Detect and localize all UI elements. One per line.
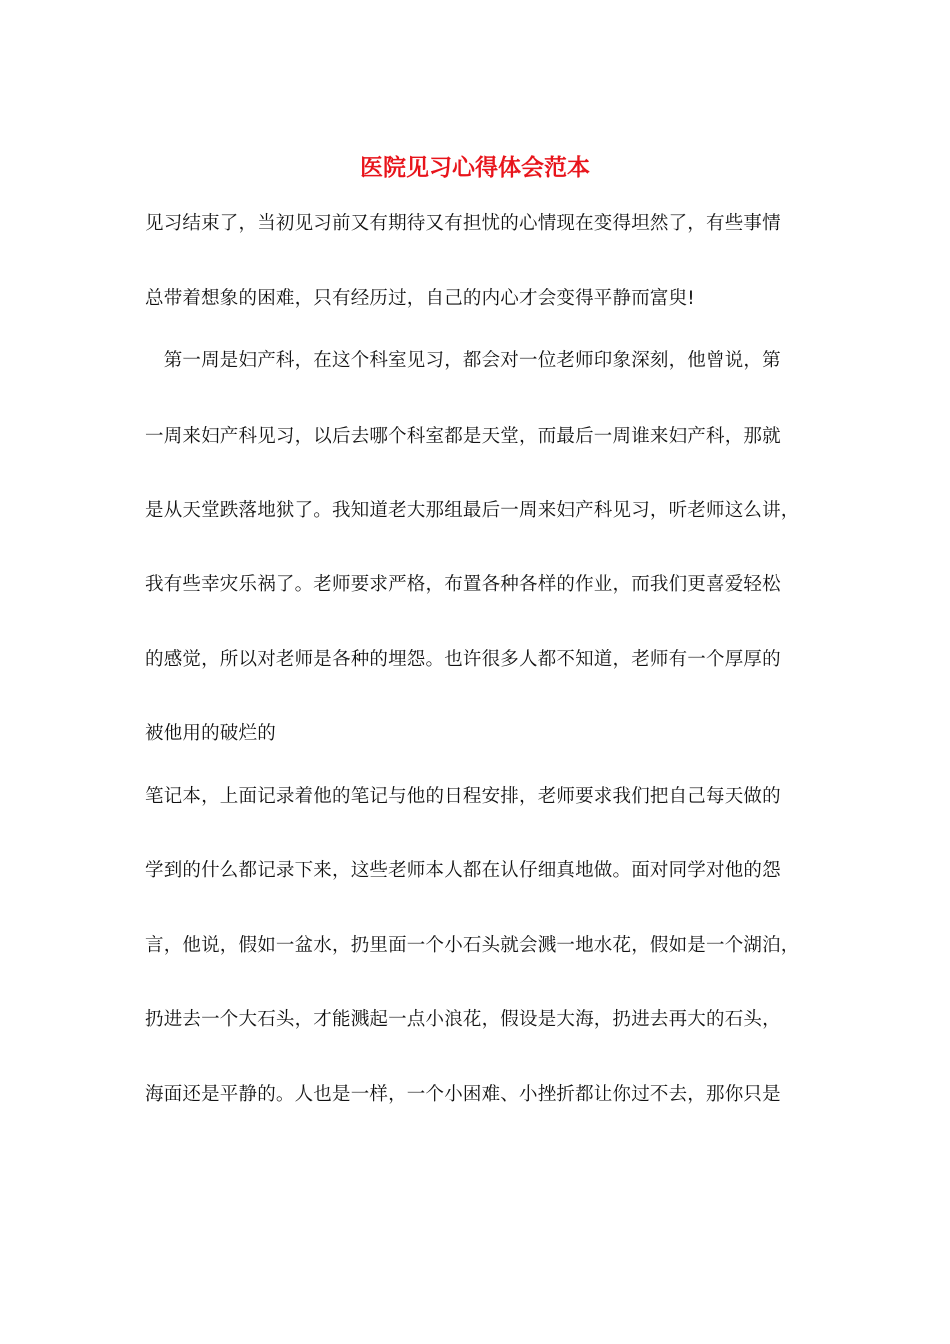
- body-line: 言，他说，假如一盆水，扔里面一个小石头就会溅一地水花，假如是一个湖泊，: [145, 935, 800, 956]
- body-line: 总带着想象的困难，只有经历过，自己的内心才会变得平静而富臾!: [145, 288, 695, 309]
- document-title: 医院见习心得体会范本: [360, 154, 590, 181]
- body-line: 笔记本，上面记录着他的笔记与他的日程安排，老师要求我们把自己每天做的: [145, 786, 781, 807]
- body-line: 的感觉，所以对老师是各种的埋怨。也许很多人都不知道，老师有一个厚厚的: [145, 649, 781, 670]
- body-line: 一周来妇产科见习，以后去哪个科室都是天堂，而最后一周谁来妇产科，那就: [145, 426, 781, 447]
- body-line: 学到的什么都记录下来，这些老师本人都在认仔细真地做。面对同学对他的怨: [145, 860, 781, 881]
- body-line: 是从天堂跌落地狱了。我知道老大那组最后一周来妇产科见习，听老师这么讲，: [145, 500, 800, 521]
- body-line: 第一周是妇产科，在这个科室见习，都会对一位老师印象深刻，他曾说，第: [145, 350, 781, 371]
- body-line: 我有些幸灾乐祸了。老师要求严格，布置各种各样的作业，而我们更喜爱轻松: [145, 574, 781, 595]
- body-line: 扔进去一个大石头，才能溅起一点小浪花，假设是大海，扔进去再大的石头，: [145, 1009, 781, 1030]
- body-line: 见习结束了，当初见习前又有期待又有担忧的心情现在变得坦然了，有些事情: [145, 213, 781, 234]
- body-line: 海面还是平静的。人也是一样，一个小困难、小挫折都让你过不去，那你只是: [145, 1084, 781, 1105]
- body-line: 被他用的破烂的: [145, 723, 276, 744]
